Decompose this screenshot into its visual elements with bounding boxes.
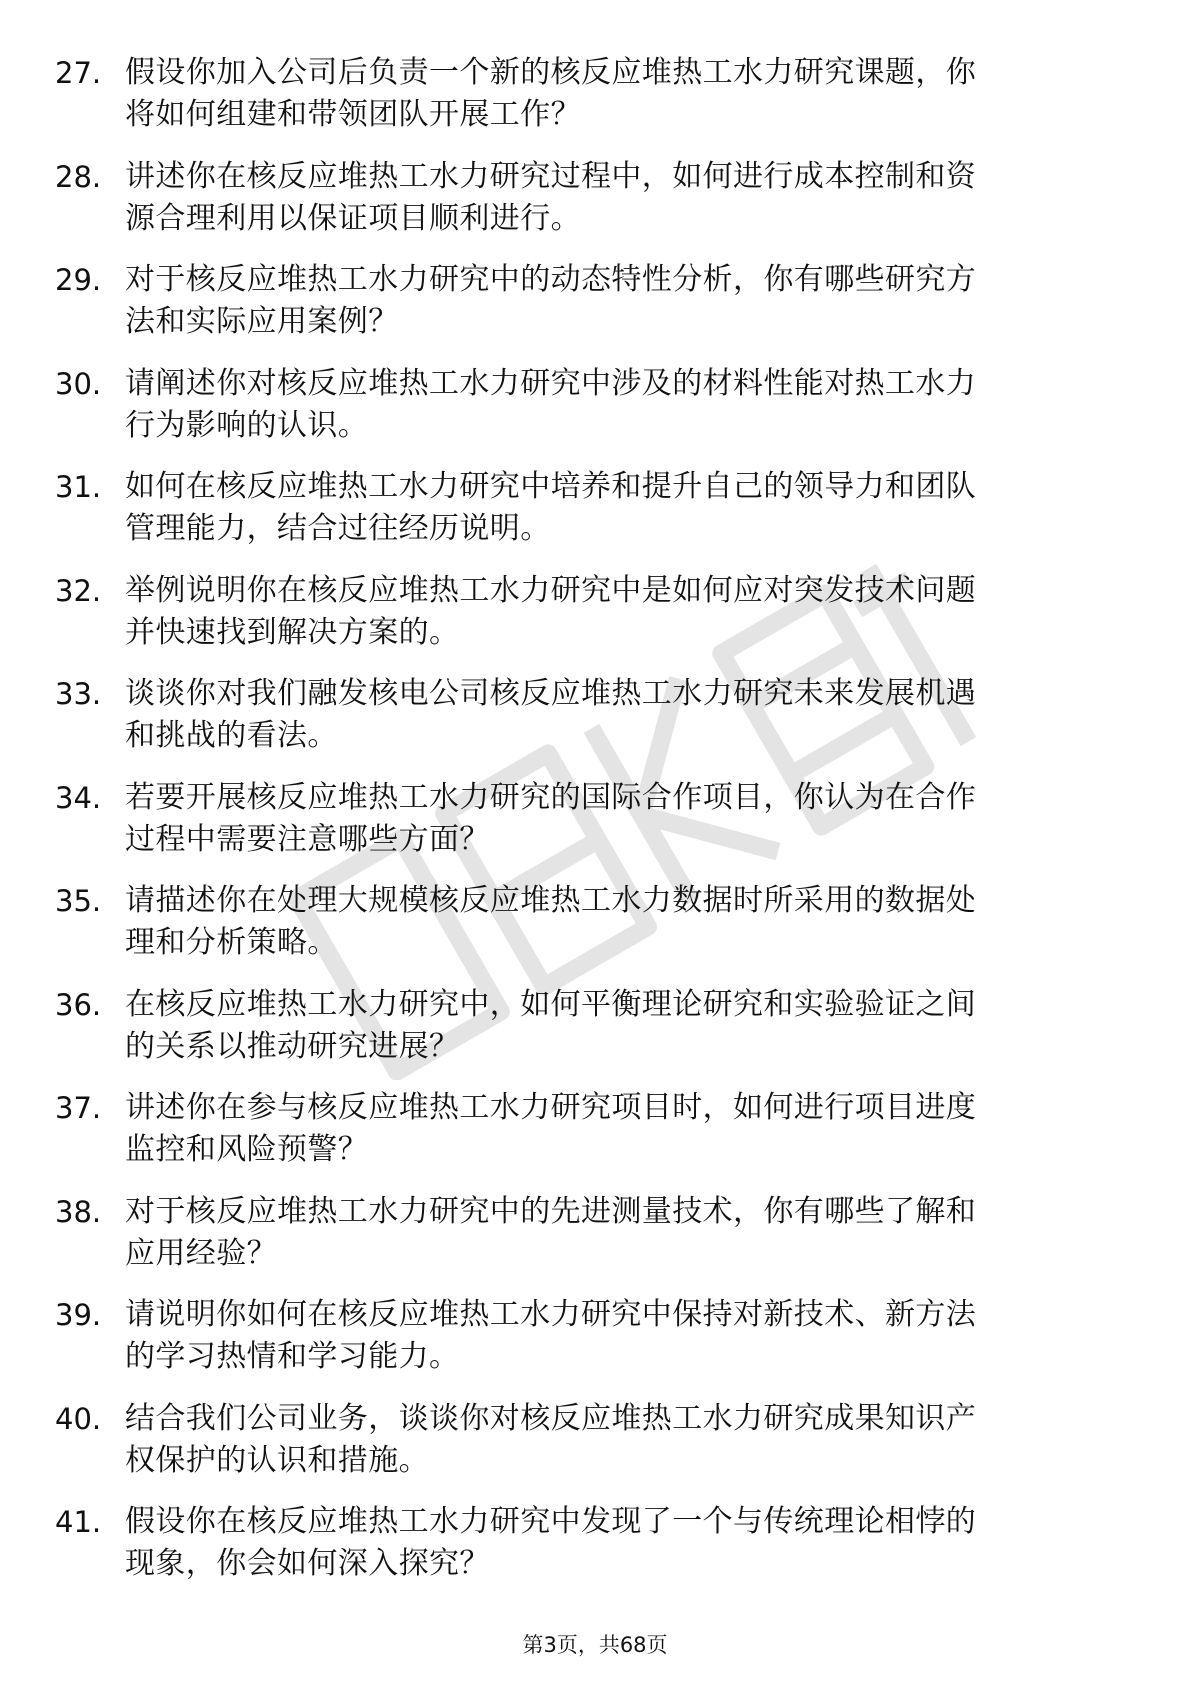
question-text: 假设你在核反应堆热工水力研究中发现了一个与传统理论相悖的 现象，你会如何深入探究？ xyxy=(125,1504,977,1581)
question-item xyxy=(0,777,1190,881)
question-number: 29. xyxy=(55,263,102,297)
page-footer xyxy=(0,1630,1190,1660)
question-number: 40. xyxy=(55,1401,102,1436)
question-item xyxy=(0,880,1190,984)
question-item xyxy=(0,156,1190,260)
question-text: 对于核反应堆热工水力研究中的先进测量技术，你有哪些了解和 应用经验？ xyxy=(125,1193,977,1271)
question-item xyxy=(0,1087,1190,1191)
question-number: 33. xyxy=(55,677,102,711)
question-text: 请阐述你对核反应堆热工水力研究中涉及的材料性能对热工水力 行为影响的认识。 xyxy=(125,365,977,443)
question-number: 30. xyxy=(55,366,102,401)
question-text: 讲述你在核反应堆热工水力研究过程中，如何进行成本控制和资 源合理利用以保证项目顺利进行。 xyxy=(125,158,977,236)
question-item xyxy=(0,673,1190,777)
question-number: 38. xyxy=(55,1194,102,1229)
question-number: 27. xyxy=(55,56,102,90)
question-text: 在核反应堆热工水力研究中，如何平衡理论研究和实验验证之间 的关系以推动研究进展？ xyxy=(125,986,977,1064)
question-item xyxy=(0,363,1190,467)
question-number: 37. xyxy=(55,1091,102,1125)
question-item xyxy=(0,1398,1190,1502)
question-text: 请说明你如何在核反应堆热工水力研究中保持对新技术、新方法 的学习热情和学习能力。 xyxy=(125,1297,977,1374)
question-text: 若要开展核反应堆热工水力研究的国际合作项目，你认为在合作 过程中需要注意哪些方面？ xyxy=(125,779,977,857)
question-number: 34. xyxy=(55,780,102,815)
question-item xyxy=(0,1294,1190,1398)
question-number: 31. xyxy=(55,470,102,504)
question-item xyxy=(0,52,1190,156)
question-list xyxy=(0,52,1190,1605)
question-item xyxy=(0,570,1190,674)
question-item xyxy=(0,1501,1190,1605)
question-text: 如何在核反应堆热工水力研究中培养和提升自己的领导力和团队 管理能力，结合过往经历说明。 xyxy=(125,469,977,546)
question-text: 举例说明你在核反应堆热工水力研究中是如何应对突发技术问题 并快速找到解决方案的。 xyxy=(125,572,977,650)
question-text: 结合我们公司业务，谈谈你对核反应堆热工水力研究成果知识产 权保护的认识和措施。 xyxy=(125,1400,977,1478)
question-text: 讲述你在参与核反应堆热工水力研究项目时，如何进行项目进度 监控和风险预警？ xyxy=(125,1090,977,1167)
question-item xyxy=(0,984,1190,1088)
question-number: 39. xyxy=(55,1298,102,1332)
question-number: 35. xyxy=(55,884,102,918)
question-number: 41. xyxy=(55,1505,102,1539)
question-text: 对于核反应堆热工水力研究中的动态特性分析，你有哪些研究方 法和实际应用案例？ xyxy=(125,262,977,339)
question-number: 36. xyxy=(55,987,102,1022)
question-item xyxy=(0,1191,1190,1295)
question-text: 谈谈你对我们融发核电公司核反应堆热工水力研究未来发展机遇 和挑战的看法。 xyxy=(125,676,977,753)
question-number: 28. xyxy=(55,159,102,194)
question-text: 假设你加入公司后负责一个新的核反应堆热工水力研究课题，你 将如何组建和带领团队开展工作？ xyxy=(125,55,977,132)
question-text: 请描述你在处理大规模核反应堆热工水力数据时所采用的数据处 理和分析策略。 xyxy=(125,883,977,960)
question-item xyxy=(0,466,1190,570)
page-number-label: 第3页，共68页 xyxy=(522,1633,668,1657)
question-number: 32. xyxy=(55,573,102,608)
question-item xyxy=(0,259,1190,363)
